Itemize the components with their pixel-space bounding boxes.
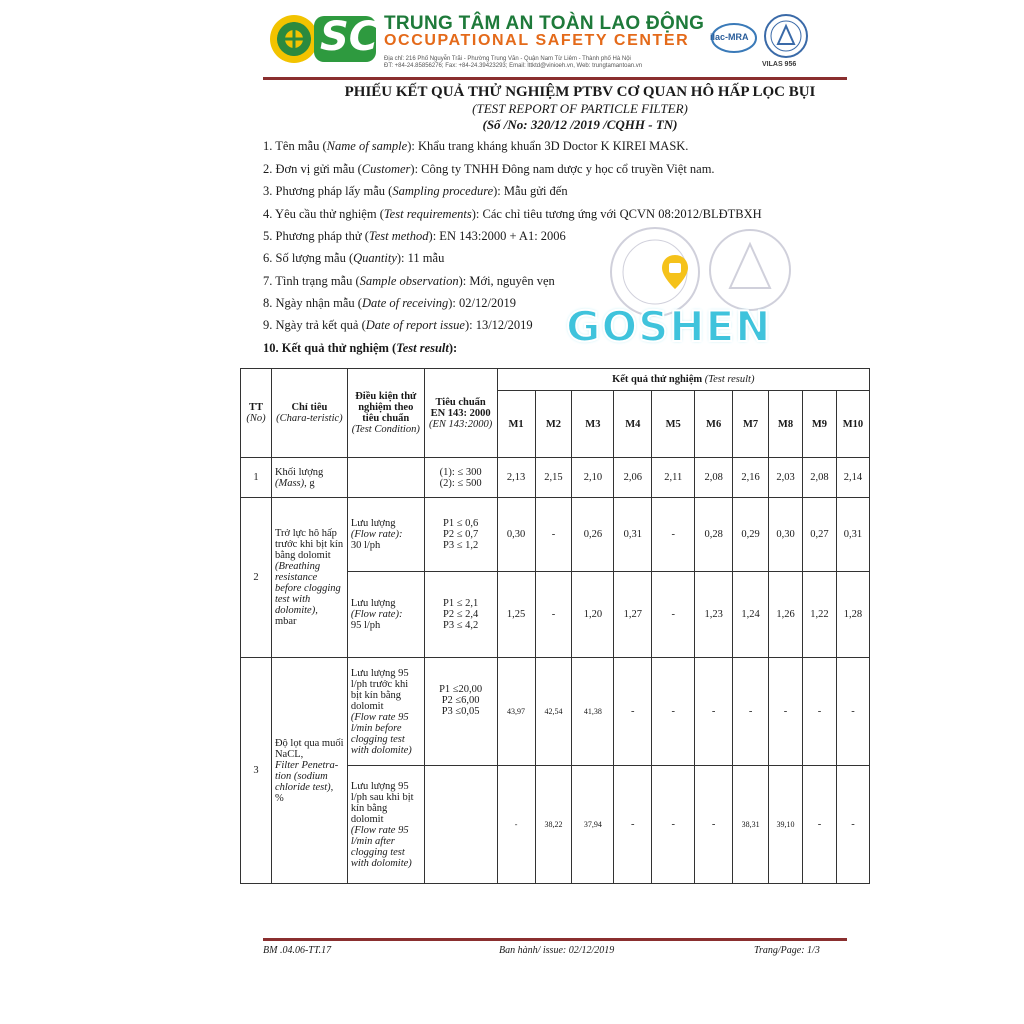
- header-rule: [263, 77, 847, 80]
- info-test-method: 5. Phương pháp thử (Test method): EN 143:2000 + A1: 2006: [263, 229, 566, 243]
- info-name-of-sample: 1. Tên mẫu (Name of sample): Khẩu trang kháng khuẩn 3D Doctor K KIREI MASK.: [263, 139, 689, 153]
- cell-value: -: [695, 658, 733, 766]
- table-row-breathing-30: [241, 498, 870, 572]
- cell-tt: 2: [241, 498, 272, 658]
- cell-value: 0,30: [769, 498, 803, 572]
- cell-value: 2,11: [652, 458, 695, 498]
- center-title-vi: TRUNG TÂM AN TOÀN LAO ĐỘNG: [384, 13, 705, 34]
- col-m2: M2: [535, 391, 572, 458]
- info-customer: 2. Đơn vị gửi mẫu (Customer): Công ty TNHH Đông nam dược y học cổ truyền Việt nam.: [263, 162, 715, 176]
- vilas-label: VILAS 956: [762, 61, 797, 68]
- col-m9: M9: [802, 391, 836, 458]
- cell-standard: (1): ≤ 300 (2): ≤ 500: [424, 458, 497, 498]
- cell-value: 2,08: [802, 458, 836, 498]
- cell-value: 1,27: [614, 572, 652, 658]
- col-m4: M4: [614, 391, 652, 458]
- cell-value: 1,24: [733, 572, 769, 658]
- header-tt: TT (No): [241, 369, 272, 458]
- cell-value: -: [497, 766, 535, 884]
- cell-characteristic: Độ lọt qua muối NaCL, Filter Penetra-tion (sodium chloride test), %: [271, 658, 347, 884]
- cell-tt: 1: [241, 458, 272, 498]
- header-standard: Tiêu chuẩn EN 143: 2000 (EN 143:2000): [424, 369, 497, 458]
- cell-condition: Lưu lượng (Flow rate): 95 l/ph: [347, 572, 424, 658]
- ilac-badge: [709, 18, 759, 58]
- cell-value: -: [836, 766, 869, 884]
- cell-value: 2,06: [614, 458, 652, 498]
- header-characteristic: Chỉ tiêu (Chara-teristic): [271, 369, 347, 458]
- cell-value: 2,03: [769, 458, 803, 498]
- cell-value: 2,14: [836, 458, 869, 498]
- cell-condition: Lưu lượng 95 l/ph sau khi bịt kín bằng dolomit (Flow rate 95 l/min after clogging test with dolomite): [347, 766, 424, 884]
- center-title-en: OCCUPATIONAL SAFETY CENTER: [384, 32, 690, 49]
- cell-tt: 3: [241, 658, 272, 884]
- cell-standard: [424, 766, 497, 884]
- report-title: PHIẾU KẾT QUẢ THỬ NGHIỆM PTBV CƠ QUAN HÔ HẤP LỌC BỤI: [344, 84, 816, 100]
- cell-value: 38,31: [733, 766, 769, 884]
- cell-value: 38,22: [535, 766, 572, 884]
- col-m8: M8: [769, 391, 803, 458]
- cell-value: -: [614, 766, 652, 884]
- cell-value: 37,94: [572, 766, 614, 884]
- col-m1: M1: [497, 391, 535, 458]
- cell-standard: P1 ≤ 2,1 P2 ≤ 2,4 P3 ≤ 4,2: [424, 572, 497, 658]
- location-pin-icon: [661, 254, 689, 295]
- cell-value: 41,38: [572, 658, 614, 766]
- cell-value: -: [652, 658, 695, 766]
- info-date-of-receiving: 8. Ngày nhận mẫu (Date of receiving): 02/12/2019: [263, 296, 516, 310]
- info-sample-observation: 7. Tình trạng mẫu (Sample observation): Mới, nguyên vẹn: [263, 274, 555, 288]
- cell-value: 0,29: [733, 498, 769, 572]
- cell-value: 43,97: [497, 658, 535, 766]
- footer-issue-date: Ban hành/ issue: 02/12/2019: [499, 945, 615, 956]
- cell-value: 2,10: [572, 458, 614, 498]
- cell-value: 0,27: [802, 498, 836, 572]
- cell-value: 0,26: [572, 498, 614, 572]
- footer-form-code: BM .04.06-TT.17: [263, 945, 332, 956]
- cell-value: 0,30: [497, 498, 535, 572]
- cell-value: -: [769, 658, 803, 766]
- cell-value: 2,08: [695, 458, 733, 498]
- goshen-watermark: GOSHEN: [566, 302, 772, 351]
- section-test-result: 10. Kết quả thử nghiệm (Test result):: [263, 341, 458, 355]
- info-test-requirements: 4. Yêu cầu thử nghiệm (Test requirements): Các chỉ tiêu tương ứng với QCVN 08:2012/BLĐTBXH: [263, 207, 762, 221]
- cell-value: -: [802, 766, 836, 884]
- cell-value: 1,22: [802, 572, 836, 658]
- table-row-mass: [241, 458, 870, 498]
- cell-value: 1,25: [497, 572, 535, 658]
- report-subtitle: (TEST REPORT OF PARTICLE FILTER): [472, 101, 688, 116]
- col-m7: M7: [733, 391, 769, 458]
- ilac-label: ilac-MRA: [710, 32, 749, 42]
- cell-condition: Lưu lượng 95 l/ph trước khi bịt kín bằng dolomit (Flow rate 95 l/min before clogging test with dolomite): [347, 658, 424, 766]
- cell-condition: [347, 458, 424, 498]
- cell-characteristic: Trở lực hô hấp trước khi bịt kín bằng dolomit (Breathing resistance before clogging test with dolomite), mbar: [271, 498, 347, 658]
- cell-value: 2,15: [535, 458, 572, 498]
- cell-condition: Lưu lượng (Flow rate): 30 l/ph: [347, 498, 424, 572]
- cell-value: 1,28: [836, 572, 869, 658]
- cell-value: 1,20: [572, 572, 614, 658]
- header-test-result: Kết quả thử nghiệm (Test result): [497, 369, 869, 391]
- cell-value: -: [836, 658, 869, 766]
- col-m5: M5: [652, 391, 695, 458]
- cell-value: 2,13: [497, 458, 535, 498]
- center-contact: ĐT: +84-24.85856276; Fax: +84-24.39423293; Email: lttktd@vinioeh.vn, Web: trungtamantoan.vn: [384, 63, 643, 69]
- cell-value: -: [535, 498, 572, 572]
- logo-text: SC: [320, 14, 379, 60]
- cell-value: -: [652, 766, 695, 884]
- report-number: (Số /No: 320/12 /2019 /CQHH - TN): [482, 117, 678, 132]
- footer-page-number: Trang/Page: 1/3: [754, 945, 820, 956]
- info-date-of-report: 9. Ngày trả kết quả (Date of report issue): 13/12/2019: [263, 318, 533, 332]
- cell-value: -: [695, 766, 733, 884]
- cell-value: -: [535, 572, 572, 658]
- osc-logo: [268, 12, 378, 66]
- cell-value: -: [652, 572, 695, 658]
- footer-rule: [263, 938, 847, 941]
- accreditation-seal-icon: [762, 12, 810, 60]
- cell-value: 0,28: [695, 498, 733, 572]
- info-sampling-procedure: 3. Phương pháp lấy mẫu (Sampling procedure): Mẫu gửi đến: [263, 184, 568, 198]
- cell-value: 2,16: [733, 458, 769, 498]
- cell-characteristic: Khối lượng (Mass), g: [271, 458, 347, 498]
- header-test-condition: Điều kiện thử nghiệm theo tiêu chuẩn (Test Condition): [347, 369, 424, 458]
- cell-value: 42,54: [535, 658, 572, 766]
- cell-value: 0,31: [614, 498, 652, 572]
- table-header-row: [241, 369, 870, 391]
- cell-value: 1,26: [769, 572, 803, 658]
- cell-value: -: [802, 658, 836, 766]
- info-quantity: 6. Số lượng mẫu (Quantity): 11 mẫu: [263, 251, 445, 265]
- results-table: [240, 368, 870, 884]
- cell-value: 1,23: [695, 572, 733, 658]
- col-m6: M6: [695, 391, 733, 458]
- cell-value: 39,10: [769, 766, 803, 884]
- vilas-badge: [762, 12, 810, 72]
- cell-standard: P1 ≤20,00 P2 ≤6,00 P3 ≤0,05: [424, 658, 497, 766]
- cell-value: -: [652, 498, 695, 572]
- cell-value: 0,31: [836, 498, 869, 572]
- center-address: Địa chỉ: 216 Phố Nguyễn Trãi - Phường Trung Văn - Quận Nam Từ Liêm - Thành phố Hà Nội: [384, 56, 631, 62]
- col-m10: M10: [836, 391, 869, 458]
- cell-standard: P1 ≤ 0,6 P2 ≤ 0,7 P3 ≤ 1,2: [424, 498, 497, 572]
- col-m3: M3: [572, 391, 614, 458]
- cell-value: -: [733, 658, 769, 766]
- table-row-penetration-before: [241, 658, 870, 766]
- cell-value: -: [614, 658, 652, 766]
